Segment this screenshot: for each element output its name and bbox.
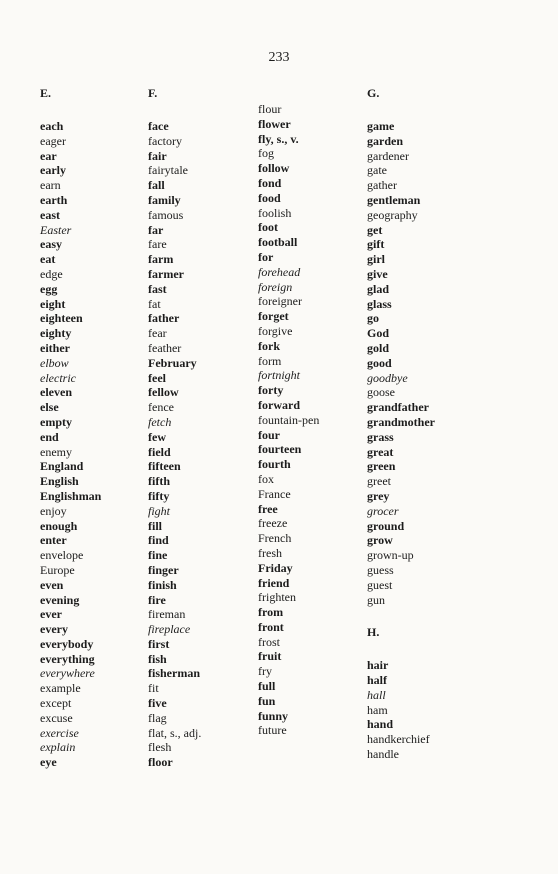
glossary-word: field xyxy=(148,444,171,459)
glossary-word: far xyxy=(148,222,164,237)
glossary-word: February xyxy=(148,355,197,370)
glossary-word: gentleman xyxy=(367,192,421,207)
glossary-word: feel xyxy=(148,370,166,385)
column-g-h xyxy=(367,85,487,762)
glossary-word: from xyxy=(258,605,284,620)
glossary-word: frost xyxy=(258,634,280,649)
glossary-word: flag xyxy=(148,710,167,725)
glossary-word: grandfather xyxy=(367,400,429,415)
glossary-word: family xyxy=(148,192,181,207)
glossary-word: fight xyxy=(148,503,171,518)
glossary-word: everybody xyxy=(40,636,94,651)
glossary-word: fellow xyxy=(148,385,179,400)
glossary-word: finish xyxy=(148,577,177,592)
glossary-word: foreigner xyxy=(258,294,302,309)
glossary-word: enter xyxy=(40,533,67,548)
glossary-word: easy xyxy=(40,237,62,252)
glossary-word: fox xyxy=(258,471,274,486)
glossary-word: hand xyxy=(367,717,394,732)
glossary-word: example xyxy=(40,681,81,696)
letter-heading: H. xyxy=(367,625,380,640)
glossary-word: gardener xyxy=(367,148,409,163)
glossary-word: fine xyxy=(148,548,168,563)
glossary-word: else xyxy=(40,400,59,415)
glossary-word: excuse xyxy=(40,710,73,725)
glossary-word: feather xyxy=(148,340,182,355)
glossary-word: gold xyxy=(367,340,390,355)
glossary-word: forget xyxy=(258,309,289,324)
glossary-word: fifteen xyxy=(148,459,181,474)
glossary-word: gun xyxy=(367,592,385,607)
glossary-word: fall xyxy=(148,178,165,193)
glossary-word: fifty xyxy=(148,488,170,503)
glossary-word: fear xyxy=(148,326,167,341)
glossary-word: edge xyxy=(40,266,63,281)
glossary-word: eye xyxy=(40,755,57,770)
glossary-word: greet xyxy=(367,474,391,489)
glossary-word: empty xyxy=(40,414,72,429)
glossary-word: flat, s., adj. xyxy=(148,725,202,740)
glossary-word: forgive xyxy=(258,323,293,338)
glossary-word: farmer xyxy=(148,266,184,281)
glossary-word: enjoy xyxy=(40,503,67,518)
glossary-word: foolish xyxy=(258,205,292,220)
glossary-word: fifth xyxy=(148,474,170,489)
glossary-word: fly, s., v. xyxy=(258,131,299,146)
glossary-word: fairytale xyxy=(148,163,188,178)
glossary-word: fry xyxy=(258,664,272,679)
glossary-word: grass xyxy=(367,429,394,444)
glossary-word: forward xyxy=(258,397,300,412)
glossary-word: four xyxy=(258,427,280,442)
glossary-word: Friday xyxy=(258,560,293,575)
glossary-word: end xyxy=(40,429,59,444)
glossary-word: electric xyxy=(40,370,76,385)
glossary-word: either xyxy=(40,340,70,355)
glossary-word: food xyxy=(258,190,281,205)
glossary-word: hair xyxy=(367,658,389,673)
glossary-word: find xyxy=(148,533,169,548)
glossary-word: first xyxy=(148,636,170,651)
glossary-word: for xyxy=(258,249,274,264)
glossary-word: glad xyxy=(367,281,390,296)
glossary-word: guest xyxy=(367,577,393,592)
glossary-word: England xyxy=(40,459,84,474)
glossary-word: glass xyxy=(367,296,392,311)
glossary-word: egg xyxy=(40,281,58,296)
glossary-word: friend xyxy=(258,575,290,590)
glossary-word: future xyxy=(258,723,287,738)
glossary-word: English xyxy=(40,474,79,489)
letter-heading xyxy=(258,85,378,102)
glossary-word: hall xyxy=(367,687,386,702)
glossary-word: goodbye xyxy=(367,370,408,385)
glossary-word: flower xyxy=(258,116,291,131)
glossary-word: fat xyxy=(148,296,161,311)
glossary-word: girl xyxy=(367,252,385,267)
glossary-word: geography xyxy=(367,207,418,222)
glossary-word: eighteen xyxy=(40,311,83,326)
glossary-word: game xyxy=(367,119,395,133)
glossary-word: funny xyxy=(258,708,289,723)
glossary-word: even xyxy=(40,577,64,592)
glossary-word: fill xyxy=(148,518,162,533)
glossary-word: enough xyxy=(40,518,78,533)
page-number: 233 xyxy=(268,50,290,65)
glossary-word: French xyxy=(258,531,292,546)
glossary-word: fresh xyxy=(258,545,282,560)
glossary-word: everywhere xyxy=(40,666,95,681)
letter-heading: E. xyxy=(40,86,52,100)
glossary-word: great xyxy=(367,444,394,459)
glossary-word: floor xyxy=(148,755,173,770)
glossary-word: father xyxy=(148,311,180,326)
glossary-word: form xyxy=(258,353,282,368)
glossary-word: fisherman xyxy=(148,666,200,681)
glossary-word: earn xyxy=(40,178,61,193)
glossary-word: fruit xyxy=(258,649,282,664)
glossary-word: frighten xyxy=(258,590,296,605)
glossary-word: gate xyxy=(367,163,387,178)
glossary-word: green xyxy=(367,459,396,474)
glossary-word: Englishman xyxy=(40,488,102,503)
glossary-word: early xyxy=(40,163,66,178)
glossary-word: farm xyxy=(148,252,174,267)
glossary-word: enemy xyxy=(40,444,72,459)
glossary-word: fun xyxy=(258,693,276,708)
glossary-word: earth xyxy=(40,192,68,207)
column-f-continued xyxy=(258,85,378,738)
glossary-word: eighty xyxy=(40,326,72,341)
glossary-word: grey xyxy=(367,488,390,503)
glossary-word: eat xyxy=(40,252,56,267)
glossary-word: fireman xyxy=(148,607,186,622)
glossary-word: grocer xyxy=(367,503,399,518)
glossary-word: football xyxy=(258,235,298,250)
glossary-word: good xyxy=(367,355,392,370)
glossary-word: fourth xyxy=(258,457,291,472)
glossary-word: fourteen xyxy=(258,442,302,457)
glossary-word: face xyxy=(148,119,169,133)
glossary-word: each xyxy=(40,119,64,133)
glossary-word: gather xyxy=(367,178,397,193)
glossary-word: handkerchief xyxy=(367,732,430,747)
glossary-word: eight xyxy=(40,296,66,311)
glossary-word: half xyxy=(367,673,388,688)
glossary-word: front xyxy=(258,619,284,634)
glossary-word: fireplace xyxy=(148,622,191,637)
glossary-word: full xyxy=(258,679,276,694)
column-e xyxy=(40,85,160,770)
glossary-word: God xyxy=(367,326,390,341)
glossary-word: forehead xyxy=(258,264,301,279)
glossary-word: grow xyxy=(367,533,393,548)
glossary-word: Europe xyxy=(40,562,75,577)
glossary-word: fence xyxy=(148,400,174,415)
glossary-word: ground xyxy=(367,518,405,533)
glossary-word: ear xyxy=(40,148,57,163)
glossary-word: go xyxy=(367,311,379,326)
glossary-word: foreign xyxy=(258,279,293,294)
glossary-word: exercise xyxy=(40,725,79,740)
glossary-word: foot xyxy=(258,220,278,235)
letter-heading: F. xyxy=(148,86,158,100)
glossary-word: fire xyxy=(148,592,166,607)
glossary-word: fish xyxy=(148,651,167,666)
glossary-word: explain xyxy=(40,740,76,755)
glossary-word: fit xyxy=(148,681,159,696)
glossary-word: east xyxy=(40,207,60,222)
glossary-word: forty xyxy=(258,383,284,398)
glossary-word: fork xyxy=(258,338,280,353)
glossary-word: Easter xyxy=(40,222,72,237)
glossary-word: guess xyxy=(367,562,394,577)
column-f xyxy=(148,85,268,770)
glossary-word: garden xyxy=(367,133,403,148)
glossary-word: fetch xyxy=(148,414,172,429)
glossary-word: ever xyxy=(40,607,62,622)
glossary-word: fountain-pen xyxy=(258,412,320,427)
glossary-word: flour xyxy=(258,102,282,116)
glossary-word: grandmother xyxy=(367,414,435,429)
glossary-word: freeze xyxy=(258,516,288,531)
glossary-word: five xyxy=(148,696,167,711)
glossary-word: fast xyxy=(148,281,167,296)
glossary-word: free xyxy=(258,501,278,516)
glossary-word: grown-up xyxy=(367,548,414,563)
glossary-word: eager xyxy=(40,133,66,148)
glossary-word: get xyxy=(367,222,383,237)
glossary-word: fog xyxy=(258,146,274,161)
letter-heading: G. xyxy=(367,86,380,100)
glossary-word: give xyxy=(367,266,388,281)
glossary-word: few xyxy=(148,429,166,444)
glossary-word: except xyxy=(40,696,72,711)
glossary-word: ham xyxy=(367,702,388,717)
glossary-word: evening xyxy=(40,592,80,607)
glossary-word: flesh xyxy=(148,740,172,755)
glossary-word: famous xyxy=(148,207,184,222)
glossary-word: follow xyxy=(258,161,290,176)
glossary-word: envelope xyxy=(40,548,84,563)
glossary-word: fortnight xyxy=(258,368,301,383)
glossary-word: gift xyxy=(367,237,385,252)
glossary-word: fair xyxy=(148,148,167,163)
glossary-word: France xyxy=(258,486,291,501)
glossary-word: finger xyxy=(148,562,179,577)
glossary-word: every xyxy=(40,622,68,637)
glossary-word: fond xyxy=(258,175,282,190)
glossary-word: goose xyxy=(367,385,395,400)
glossary-word: everything xyxy=(40,651,95,666)
glossary-word: eleven xyxy=(40,385,72,400)
glossary-word: handle xyxy=(367,747,399,762)
glossary-word: factory xyxy=(148,133,182,148)
glossary-word: fare xyxy=(148,237,167,252)
glossary-word: elbow xyxy=(40,355,69,370)
